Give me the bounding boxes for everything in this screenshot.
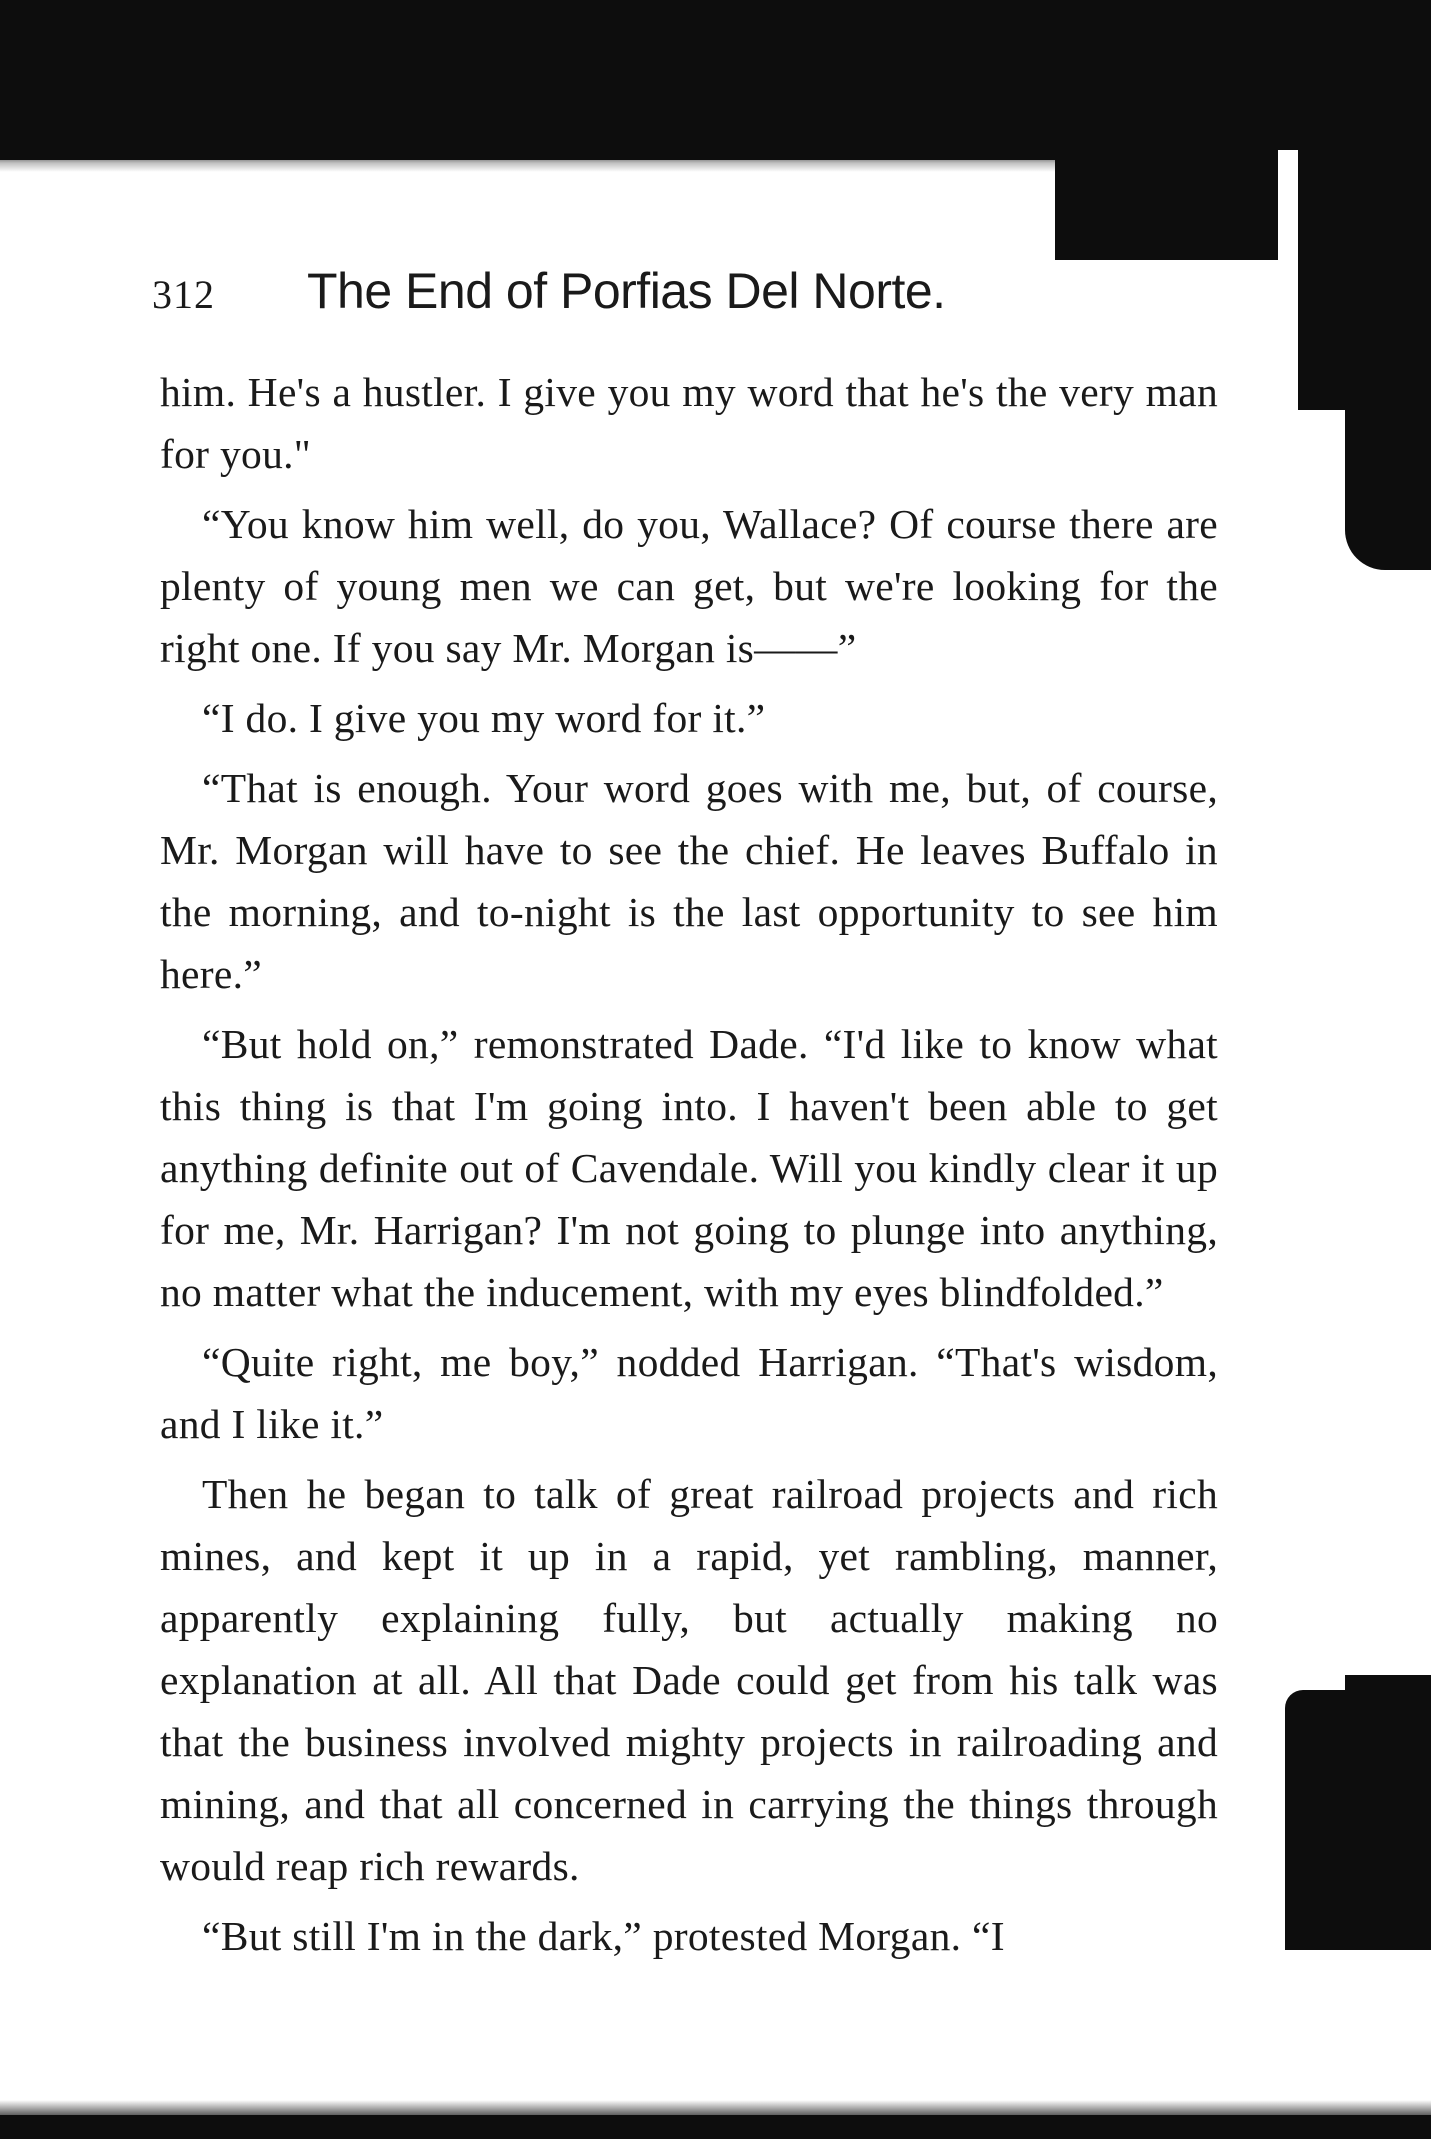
paragraph: “I do. I give you my word for it.” [202, 695, 766, 741]
scan-border-right-notch [1345, 400, 1431, 570]
running-head [152, 262, 1152, 332]
scan-border-bottom-edge [0, 2100, 1431, 2116]
paragraph: “But still I'm in the dark,” protested Morgan. “I [202, 1913, 1005, 1959]
paragraph: “Quite right, me boy,” nodded Harrigan. “That's wisdom, and I like it.” [160, 1339, 1218, 1447]
paragraph: him. He's a hustler. I give you my word that he's the very man for you." [160, 369, 1218, 477]
paragraph: “That is enough. Your word goes with me, but, of course, Mr. Morgan will have to see the chief. He leaves Buffalo in the morning, and to-night is the last opportunity to see him here.” [160, 765, 1218, 997]
page-number: 312 [152, 272, 215, 317]
body-text [160, 361, 1218, 1975]
paragraph: “But hold on,” remonstrated Dade. “I'd like to know what this thing is that I'm going into. I haven't been able to get anything definite out of Cavendale. Will you kindly clear it up for me, Mr. Harrigan? I'm not going to plunge into anything, no matter what the inducement, with my eyes blindfolded.” [160, 1021, 1218, 1315]
paragraph: Then he began to talk of great railroad projects and rich mines, and kept it up in a rapid, yet rambling, manner, apparently explaining fully, but actually making no explanation at all. All that Dade could get from his talk was that the business involved mighty projects in railroading and mining, and that all concerned in carrying the things through would reap rich rewards. [160, 1471, 1218, 1889]
scan-border-top [0, 0, 1431, 160]
scan-border-right-upper [1298, 150, 1431, 410]
scan-border-right-lower [1285, 1690, 1431, 1950]
paragraph: “You know him well, do you, Wallace? Of course there are plenty of young men we can get, but we're looking for the right one. If you say Mr. Morgan is——” [160, 501, 1218, 671]
page-title: The End of Porfias Del Norte. [307, 263, 946, 319]
scan-border-bottom [0, 2115, 1431, 2139]
